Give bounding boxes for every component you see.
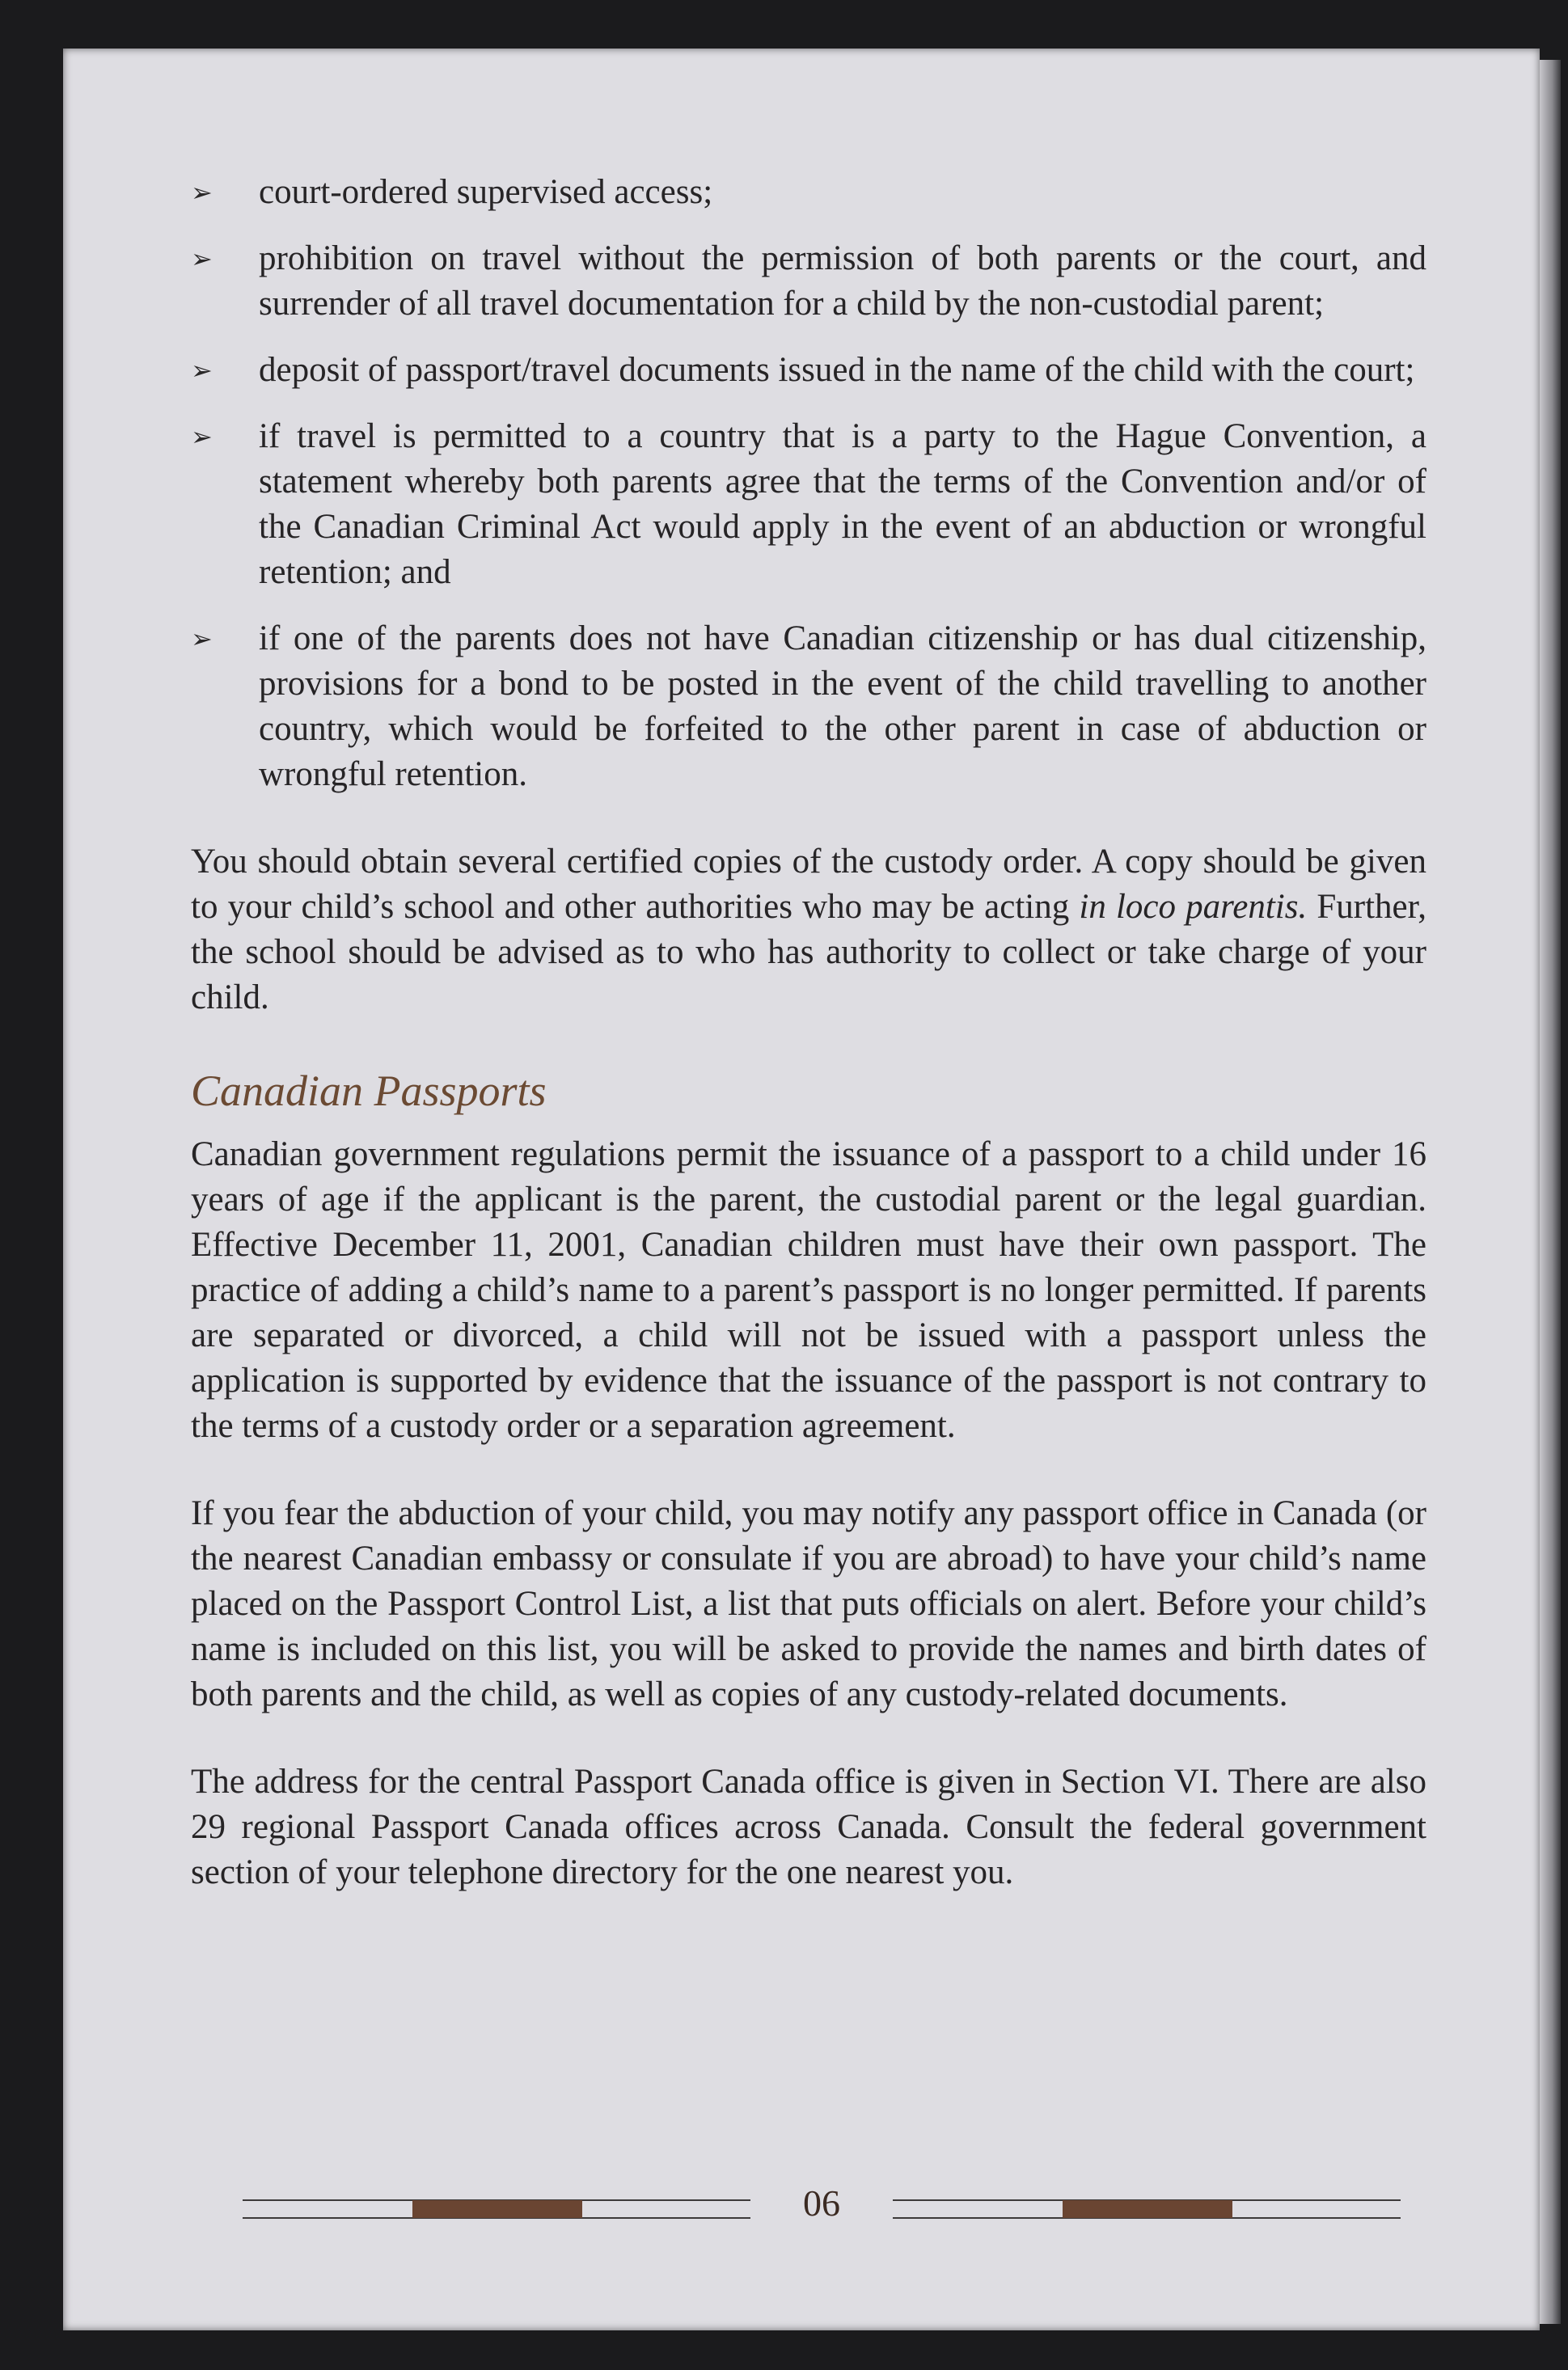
arrowhead-bullet-icon: ➢ <box>191 421 213 452</box>
page-footer <box>243 2182 1401 2230</box>
paragraph-certified-copies <box>191 839 1426 1020</box>
latin-phrase: in loco parentis. <box>1079 888 1308 926</box>
list-item-text: deposit of passport/travel documents issued in the name of the child with the court; <box>259 351 1415 389</box>
section-heading: Canadian Passports <box>191 1067 547 1115</box>
accent-bar <box>1063 2200 1232 2218</box>
paragraph-text: Further, the school should be advised as to who has authority to collect or take charge of your child. <box>191 888 1426 1016</box>
footer-rule-right <box>893 2199 1401 2219</box>
list-item <box>191 414 1426 595</box>
page-number: 06 <box>803 2182 840 2224</box>
list-item <box>191 170 1426 215</box>
paragraph-regulations: Canadian government regulations permit the issuance of a passport to a child under 16 years of age if the applicant is the parent, the custodial parent or the legal guardian. Effective December 11, 2001, Canadian children must have their own passport. The practice of adding a child’s name to a parent’s passport is no longer permitted. If parents are separated or divorced, a child will not be issued with a passport unless the application is supported by evidence that the issuance of the passport is not contrary to the terms of a custody order or a separation agreement. <box>191 1135 1426 1445</box>
arrowhead-bullet-icon: ➢ <box>191 243 213 274</box>
list-item-text: if one of the parents does not have Canadian citizenship or has dual citizenship, provisions for a bond to be posted in the event of the child travelling to another country, which would be forfeited to the other parent in case of abduction or wrongful retention. <box>259 619 1426 793</box>
paragraph-passport-office: The address for the central Passport Canada office is given in Section VI. There are also 29 regional Passport Canada offices across Canada. Consult the federal government section of your telephone directory for the one nearest you. <box>191 1763 1426 1891</box>
page-content <box>191 170 1426 1937</box>
list-item <box>191 236 1426 327</box>
list-item-text: if travel is permitted to a country that is a party to the Hague Convention, a statement whereby both parents agree that the terms of the Convention and/or of the Canadian Criminal Act would apply in the event of an abduction or wrongful retention; and <box>259 417 1426 591</box>
paragraph-text: You should obtain several certified copies of the custody order. A copy should be given to your child’s school and other authorities who may be acting <box>191 843 1426 926</box>
arrowhead-bullet-icon: ➢ <box>191 355 213 386</box>
list-item <box>191 348 1426 393</box>
arrowhead-bullet-icon: ➢ <box>191 623 213 654</box>
list-item <box>191 616 1426 797</box>
list-item-text: prohibition on travel without the permission of both parents or the court, and surrender of all travel documentation for a child by the non-custodial parent; <box>259 239 1426 323</box>
next-page-edge <box>1540 60 1561 2324</box>
paragraph-abduction-fear: If you fear the abduction of your child, you may notify any passport office in Canada (or the nearest Canadian embassy or consulate if you are abroad) to have your child’s name placed on the Passport Control List, a list that puts officials on alert. Before your child’s name is included on this list, you will be asked to provide the names and birth dates of both parents and the child, as well as copies of any custody-related documents. <box>191 1494 1426 1713</box>
list-item-text: court-ordered supervised access; <box>259 173 713 211</box>
bullet-list <box>191 170 1426 797</box>
arrowhead-bullet-icon: ➢ <box>191 177 213 208</box>
